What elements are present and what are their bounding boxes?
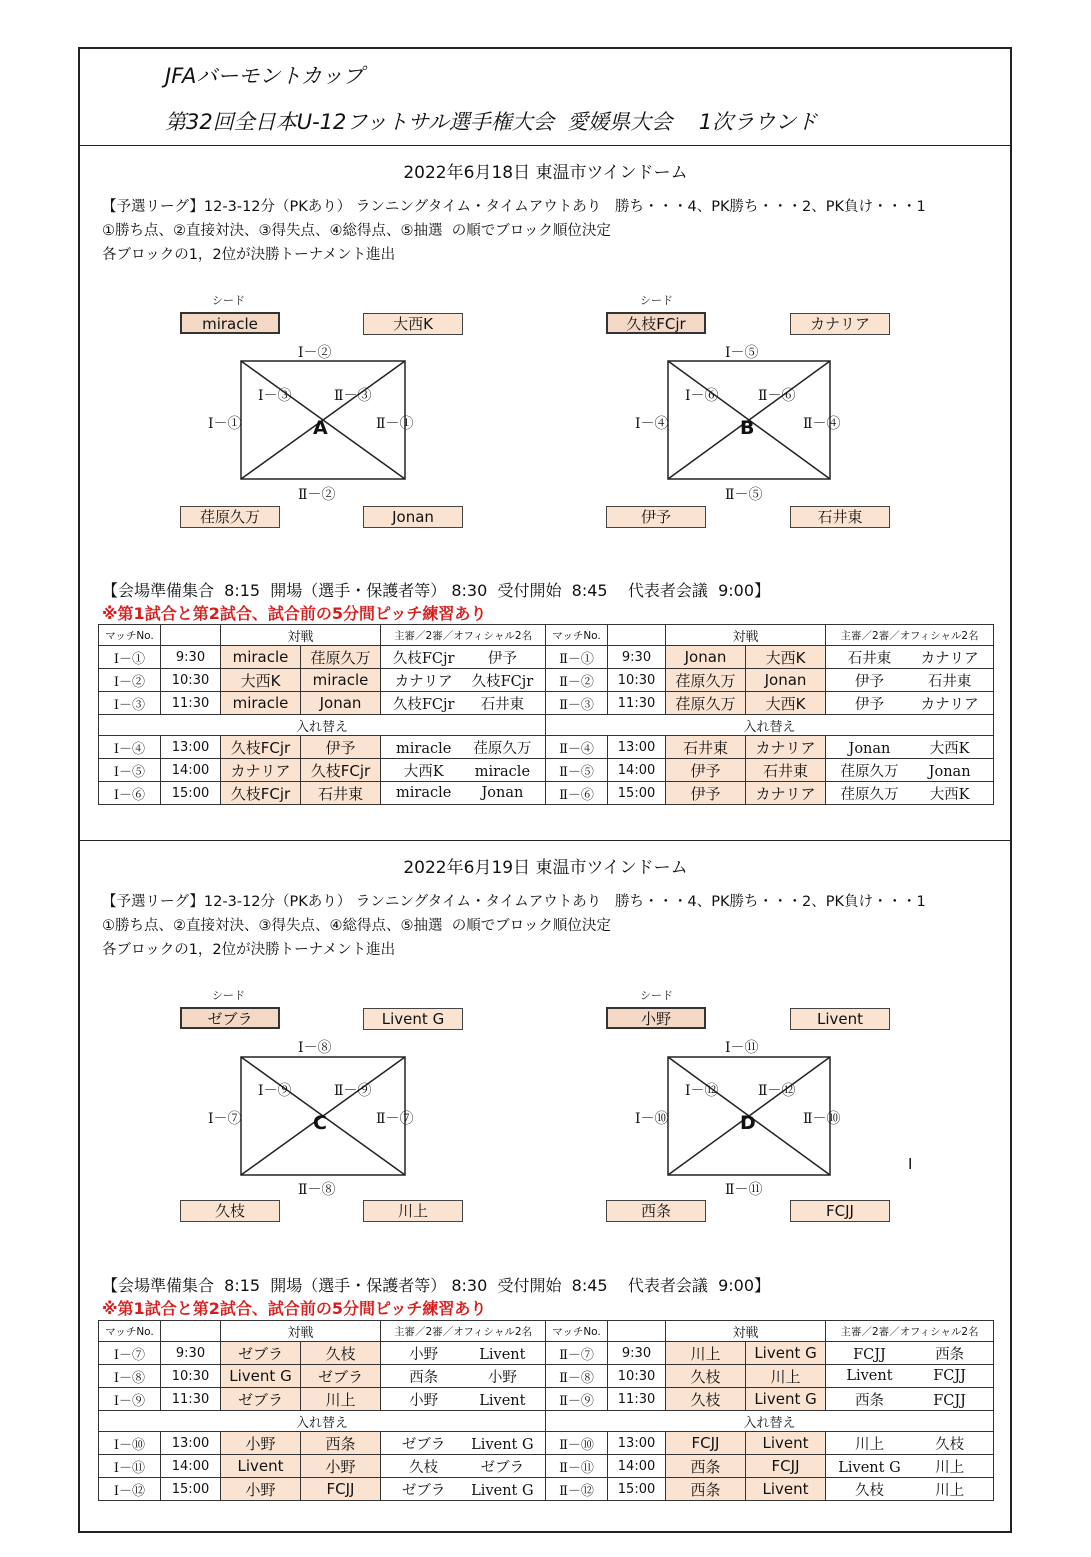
team-a: 小野 xyxy=(221,1432,301,1455)
match-number: Ⅱ－③ xyxy=(546,692,608,715)
day1-date: 2022年6月18日 東温市ツインドーム xyxy=(403,163,688,183)
team-a: 荏原久万 xyxy=(666,669,746,692)
block-b-letter: B xyxy=(740,417,755,439)
referee-1: 久枝 xyxy=(409,1459,439,1476)
match-number: Ⅰ－⑨ xyxy=(99,1388,161,1411)
referee-2: 大西K xyxy=(929,740,970,757)
referee-2: FCJJ xyxy=(933,1392,966,1409)
referee-1: 小野 xyxy=(409,1346,439,1363)
team-b: Jonan xyxy=(301,692,381,715)
match-time: 11:30 xyxy=(161,1388,221,1411)
team-b: 荏原久万 xyxy=(301,646,381,669)
referee-1: 伊予 xyxy=(854,673,884,690)
team-a: 石井東 xyxy=(666,736,746,759)
match-number: Ⅱ－⑥ xyxy=(546,782,608,805)
referees xyxy=(381,1342,546,1365)
match-time: 15:00 xyxy=(608,1478,666,1501)
referee-2: 石井東 xyxy=(927,673,972,690)
match-number: Ⅰ－⑪ xyxy=(99,1455,161,1478)
referee-1: Livent xyxy=(846,1368,893,1384)
substitution-label: 入れ替え xyxy=(99,1411,546,1432)
match-time: 10:30 xyxy=(161,1365,221,1388)
team-a: Livent xyxy=(221,1455,301,1478)
referee-1: カナリア xyxy=(394,673,453,690)
match-row xyxy=(99,1455,994,1478)
block-d-team-top-right: Livent xyxy=(790,1008,890,1030)
match-number: Ⅰ－⑧ xyxy=(99,1365,161,1388)
match-row xyxy=(99,759,994,782)
match-number: Ⅰ－③ xyxy=(99,692,161,715)
team-a: miracle xyxy=(221,692,301,715)
team-b: FCJJ xyxy=(746,1455,826,1478)
referee-1: miracle xyxy=(396,740,452,757)
header-divider xyxy=(78,145,1012,146)
block-c-label-left: Ⅰ－⑦ xyxy=(208,1111,242,1127)
team-b: 大西K xyxy=(746,692,826,715)
day1-warning: ※第1試合と第2試合、試合前の5分間ピッチ練習あり xyxy=(102,604,487,623)
referees xyxy=(826,692,994,715)
team-b: 大西K xyxy=(746,646,826,669)
block-b-team-top-left: 久枝FCjr xyxy=(606,312,706,334)
block-b-label-diag-left: Ⅰ－⑥ xyxy=(685,388,719,404)
block-b-label-top: Ⅰ－⑤ xyxy=(725,345,759,361)
team-a: 小野 xyxy=(221,1478,301,1501)
referees xyxy=(381,782,546,805)
match-number: Ⅱ－⑪ xyxy=(546,1455,608,1478)
referee-1: Jonan xyxy=(848,740,891,757)
block-d-team-bottom-left: 西条 xyxy=(606,1200,706,1222)
block-d-team-top-left: 小野 xyxy=(606,1007,706,1029)
day-divider xyxy=(78,840,1012,841)
referee-1: 久枝FCjr xyxy=(392,650,455,667)
header-vs: 対戦 xyxy=(221,625,381,646)
match-row xyxy=(99,646,994,669)
team-a: 伊予 xyxy=(666,759,746,782)
team-a: 久枝FCjr xyxy=(221,782,301,805)
seed-label: シード xyxy=(212,294,245,307)
team-b: 石井東 xyxy=(301,782,381,805)
team-a: 久枝 xyxy=(666,1388,746,1411)
block-b-label-right: Ⅱ－④ xyxy=(803,416,841,432)
team-a: 大西K xyxy=(221,669,301,692)
team-a: 久枝FCjr xyxy=(221,736,301,759)
team-a: 伊予 xyxy=(666,782,746,805)
match-time: 14:00 xyxy=(608,1455,666,1478)
team-a: カナリア xyxy=(221,759,301,782)
match-time: 9:30 xyxy=(161,1342,221,1365)
match-row xyxy=(99,782,994,805)
day1-rule-1: 【予選リーグ】12-3-12分（PKあり） ランニングタイム・タイムアウトあり 勝ち・・・4、PK勝ち・・・2、PK負け・・・1 xyxy=(102,199,926,215)
referee-2: ゼブラ xyxy=(480,1459,525,1476)
team-b: カナリア xyxy=(746,736,826,759)
match-time: 15:00 xyxy=(608,782,666,805)
match-time: 15:00 xyxy=(161,782,221,805)
team-a: ゼブラ xyxy=(221,1342,301,1365)
team-b: 石井東 xyxy=(746,759,826,782)
team-b: 久枝FCjr xyxy=(301,759,381,782)
team-a: Jonan xyxy=(666,646,746,669)
referee-1: ゼブラ xyxy=(401,1482,446,1499)
referee-1: 小野 xyxy=(409,1392,439,1409)
referee-1: 石井東 xyxy=(847,650,892,667)
match-time: 13:00 xyxy=(161,1432,221,1455)
block-c-label-bottom: Ⅱ－⑧ xyxy=(298,1182,336,1198)
header-refs: 主審／2審／オフィシャル2名 xyxy=(381,1321,546,1342)
seed-label: シード xyxy=(640,989,673,1002)
team-a: 川上 xyxy=(666,1342,746,1365)
referees xyxy=(381,1432,546,1455)
team-b: 伊予 xyxy=(301,736,381,759)
block-a-label-bottom: Ⅱ－② xyxy=(298,487,336,503)
team-b: 川上 xyxy=(301,1388,381,1411)
match-number: Ⅰ－⑫ xyxy=(99,1478,161,1501)
match-number: Ⅰ－⑦ xyxy=(99,1342,161,1365)
block-a-team-bottom-left: 荏原久万 xyxy=(180,506,280,528)
referees xyxy=(826,1432,994,1455)
block-a-label-diag-right: Ⅱ－③ xyxy=(334,388,372,404)
team-a: Livent G xyxy=(221,1365,301,1388)
referees xyxy=(826,1455,994,1478)
block-b-label-left: Ⅰ－④ xyxy=(635,416,669,432)
match-number: Ⅱ－⑫ xyxy=(546,1478,608,1501)
header-match-no: マッチNo. xyxy=(99,625,161,646)
team-b: 川上 xyxy=(746,1365,826,1388)
referee-2: 大西K xyxy=(929,786,970,803)
block-b-label-diag-right: Ⅱ－⑥ xyxy=(758,388,796,404)
match-number: Ⅱ－⑨ xyxy=(546,1388,608,1411)
team-b: Livent xyxy=(746,1432,826,1455)
referee-2: 石井東 xyxy=(480,696,525,713)
day1-rule-2: ①勝ち点、②直接対決、③得失点、④総得点、⑤抽選 の順でブロック順位決定 xyxy=(102,223,611,239)
referees xyxy=(826,1342,994,1365)
block-c-letter: C xyxy=(313,1112,327,1134)
referee-2: Livent xyxy=(479,1346,526,1363)
block-d-label-diag-right: Ⅱ－⑫ xyxy=(758,1083,796,1099)
header-match-no: マッチNo. xyxy=(99,1321,161,1342)
referees xyxy=(826,782,994,805)
match-time: 10:30 xyxy=(608,1365,666,1388)
referee-2: カナリア xyxy=(920,696,979,713)
block-c-team-top-right: Livent G xyxy=(363,1008,463,1030)
team-b: 小野 xyxy=(301,1455,381,1478)
block-b-team-top-right: カナリア xyxy=(790,313,890,335)
substitution-label: 入れ替え xyxy=(546,1411,994,1432)
header-refs: 主審／2審／オフィシャル2名 xyxy=(826,1321,994,1342)
team-a: miracle xyxy=(221,646,301,669)
team-b: FCJJ xyxy=(301,1478,381,1501)
match-row xyxy=(99,1342,994,1365)
referees xyxy=(826,759,994,782)
referee-1: ゼブラ xyxy=(401,1436,446,1453)
match-number: Ⅱ－④ xyxy=(546,736,608,759)
block-d-label-top: Ⅰ－⑪ xyxy=(725,1040,759,1056)
referee-2: Jonan xyxy=(928,763,971,780)
team-b: ゼブラ xyxy=(301,1365,381,1388)
referee-2: FCJJ xyxy=(933,1368,966,1384)
match-row xyxy=(99,1388,994,1411)
header-refs: 主審／2審／オフィシャル2名 xyxy=(826,625,994,646)
match-number: Ⅰ－① xyxy=(99,646,161,669)
match-number: Ⅱ－⑦ xyxy=(546,1342,608,1365)
block-a-team-top-left: miracle xyxy=(180,312,280,334)
match-time: 10:30 xyxy=(608,669,666,692)
referee-1: 伊予 xyxy=(854,696,884,713)
referees xyxy=(381,692,546,715)
referee-2: 久枝FCjr xyxy=(471,673,534,690)
match-time: 10:30 xyxy=(161,669,221,692)
match-row xyxy=(99,736,994,759)
referees xyxy=(826,646,994,669)
day2-rule-3: 各ブロックの1，2位が決勝トーナメント進出 xyxy=(102,942,396,958)
referee-2: Jonan xyxy=(481,785,524,801)
referees xyxy=(381,1365,546,1388)
team-a: FCJJ xyxy=(666,1432,746,1455)
team-a: 荏原久万 xyxy=(666,692,746,715)
day2-rule-1: 【予選リーグ】12-3-12分（PKあり） ランニングタイム・タイムアウトあり 勝ち・・・4、PK勝ち・・・2、PK負け・・・1 xyxy=(102,894,926,910)
referees xyxy=(826,1365,994,1388)
referees xyxy=(381,646,546,669)
team-a: 久枝 xyxy=(666,1365,746,1388)
match-number: Ⅱ－⑧ xyxy=(546,1365,608,1388)
day2-date: 2022年6月19日 東温市ツインドーム xyxy=(403,858,688,878)
referees xyxy=(381,1455,546,1478)
header-match-no: マッチNo. xyxy=(546,1321,608,1342)
referee-2: 川上 xyxy=(935,1482,965,1499)
cursor-mark: I xyxy=(908,1155,913,1173)
match-time: 11:30 xyxy=(608,1388,666,1411)
block-c-team-bottom-right: 川上 xyxy=(363,1200,463,1222)
table-header-row xyxy=(99,1321,994,1342)
block-a-label-left: Ⅰ－① xyxy=(208,416,242,432)
match-row xyxy=(99,1432,994,1455)
team-b: Jonan xyxy=(746,669,826,692)
match-number: Ⅰ－⑥ xyxy=(99,782,161,805)
referee-1: 大西K xyxy=(403,763,444,780)
referee-1: 荏原久万 xyxy=(840,763,899,780)
match-number: Ⅱ－⑤ xyxy=(546,759,608,782)
referee-2: 川上 xyxy=(935,1459,965,1476)
match-time: 13:00 xyxy=(608,1432,666,1455)
referees xyxy=(826,669,994,692)
seed-label: シード xyxy=(212,989,245,1002)
referee-1: 川上 xyxy=(854,1436,884,1453)
team-a: 西条 xyxy=(666,1455,746,1478)
referee-2: カナリア xyxy=(920,650,979,667)
referee-2: Livent G xyxy=(471,1436,534,1453)
block-d-label-right: Ⅱ－⑩ xyxy=(803,1111,841,1127)
referee-1: FCJJ xyxy=(853,1346,886,1363)
block-a-team-bottom-right: Jonan xyxy=(363,506,463,528)
header-vs: 対戦 xyxy=(221,1321,381,1342)
referee-2: 小野 xyxy=(487,1369,517,1386)
table-header-row xyxy=(99,625,994,646)
block-c-team-top-left: ゼブラ xyxy=(180,1007,280,1029)
match-time: 9:30 xyxy=(608,1342,666,1365)
referees xyxy=(381,1388,546,1411)
block-b-label-bottom: Ⅱ－⑤ xyxy=(725,487,763,503)
match-time: 13:00 xyxy=(161,736,221,759)
match-time: 15:00 xyxy=(161,1478,221,1501)
match-row xyxy=(99,669,994,692)
match-time: 11:30 xyxy=(161,692,221,715)
substitution-row xyxy=(99,715,994,736)
team-b: 西条 xyxy=(301,1432,381,1455)
referee-2: Livent G xyxy=(471,1482,534,1499)
day2-rule-2: ①勝ち点、②直接対決、③得失点、④総得点、⑤抽選 の順でブロック順位決定 xyxy=(102,918,611,934)
referee-1: 西条 xyxy=(854,1392,884,1409)
referees xyxy=(381,1478,546,1501)
block-a-team-top-right: 大西K xyxy=(363,313,463,335)
day2-schedule-table xyxy=(98,1320,994,1501)
match-row xyxy=(99,692,994,715)
referee-1: Livent G xyxy=(838,1459,901,1476)
referees xyxy=(381,736,546,759)
block-d-label-left: Ⅰ－⑩ xyxy=(635,1111,669,1127)
substitution-row xyxy=(99,1411,994,1432)
match-number: Ⅰ－⑤ xyxy=(99,759,161,782)
referees xyxy=(381,669,546,692)
match-number: Ⅱ－① xyxy=(546,646,608,669)
header-match-no: マッチNo. xyxy=(546,625,608,646)
team-b: Livent xyxy=(746,1478,826,1501)
referee-1: 荏原久万 xyxy=(840,786,899,803)
block-c-label-diag-left: Ⅰ－⑨ xyxy=(258,1083,292,1099)
team-b: 久枝 xyxy=(301,1342,381,1365)
substitution-label: 入れ替え xyxy=(99,715,546,736)
team-b: Livent G xyxy=(746,1342,826,1365)
referee-2: Livent xyxy=(479,1392,526,1409)
day1-schedule-table xyxy=(98,624,994,805)
referees xyxy=(826,1478,994,1501)
referees xyxy=(826,736,994,759)
match-time: 9:30 xyxy=(608,646,666,669)
block-a-label-right: Ⅱ－① xyxy=(376,416,414,432)
match-number: Ⅰ－② xyxy=(99,669,161,692)
referee-2: 西条 xyxy=(935,1346,965,1363)
block-a-letter: A xyxy=(313,417,328,439)
referee-1: 西条 xyxy=(409,1369,439,1386)
match-time: 14:00 xyxy=(161,759,221,782)
match-number: Ⅰ－⑩ xyxy=(99,1432,161,1455)
match-row xyxy=(99,1478,994,1501)
match-number: Ⅱ－⑩ xyxy=(546,1432,608,1455)
referee-2: 荏原久万 xyxy=(473,740,532,757)
match-row xyxy=(99,1365,994,1388)
team-b: miracle xyxy=(301,669,381,692)
match-number: Ⅰ－④ xyxy=(99,736,161,759)
match-number: Ⅱ－② xyxy=(546,669,608,692)
header-refs: 主審／2審／オフィシャル2名 xyxy=(381,625,546,646)
referee-2: miracle xyxy=(474,763,531,780)
match-time: 11:30 xyxy=(608,692,666,715)
referee-2: 伊予 xyxy=(487,650,517,667)
block-b-team-bottom-left: 伊予 xyxy=(606,506,706,528)
day2-warning: ※第1試合と第2試合、試合前の5分間ピッチ練習あり xyxy=(102,1299,487,1318)
day1-rule-3: 各ブロックの1，2位が決勝トーナメント進出 xyxy=(102,247,396,263)
referee-1: miracle xyxy=(396,785,452,801)
block-d-letter: D xyxy=(740,1112,756,1134)
match-time: 14:00 xyxy=(608,759,666,782)
block-c-team-bottom-left: 久枝 xyxy=(180,1200,280,1222)
seed-label: シード xyxy=(640,294,673,307)
substitution-label: 入れ替え xyxy=(546,715,994,736)
match-time: 14:00 xyxy=(161,1455,221,1478)
team-a: 西条 xyxy=(666,1478,746,1501)
header-vs: 対戦 xyxy=(666,625,826,646)
block-d-label-diag-left: Ⅰ－⑫ xyxy=(685,1083,719,1099)
team-b: Livent G xyxy=(746,1388,826,1411)
block-d-label-bottom: Ⅱ－⑪ xyxy=(725,1182,763,1198)
block-c-label-top: Ⅰ－⑧ xyxy=(298,1040,332,1056)
referee-1: 久枝 xyxy=(854,1482,884,1499)
header-vs: 対戦 xyxy=(666,1321,826,1342)
match-time: 9:30 xyxy=(161,646,221,669)
tournament-title: 第32回全日本U-12フットサル選手権大会 愛媛県大会 1次ラウンド xyxy=(165,110,818,134)
referees xyxy=(826,1388,994,1411)
block-d-team-bottom-right: FCJJ xyxy=(790,1200,890,1222)
block-a-label-top: Ⅰ－② xyxy=(298,345,332,361)
day2-venue-info: 【会場準備集合 8:15 開場（選手・保護者等） 8:30 受付開始 8:45 代表者会議 9:00】 xyxy=(102,1276,771,1295)
block-c-label-diag-right: Ⅱ－⑨ xyxy=(334,1083,372,1099)
team-a: ゼブラ xyxy=(221,1388,301,1411)
day1-venue-info: 【会場準備集合 8:15 開場（選手・保護者等） 8:30 受付開始 8:45 代表者会議 9:00】 xyxy=(102,581,771,600)
referee-2: 久枝 xyxy=(935,1436,965,1453)
cup-title: JFAバーモントカップ xyxy=(165,64,364,88)
block-c-label-right: Ⅱ－⑦ xyxy=(376,1111,414,1127)
team-b: カナリア xyxy=(746,782,826,805)
block-a-label-diag-left: Ⅰ－③ xyxy=(258,388,292,404)
referee-1: 久枝FCjr xyxy=(392,696,455,713)
block-b-team-bottom-right: 石井東 xyxy=(790,506,890,528)
match-time: 13:00 xyxy=(608,736,666,759)
referees xyxy=(381,759,546,782)
